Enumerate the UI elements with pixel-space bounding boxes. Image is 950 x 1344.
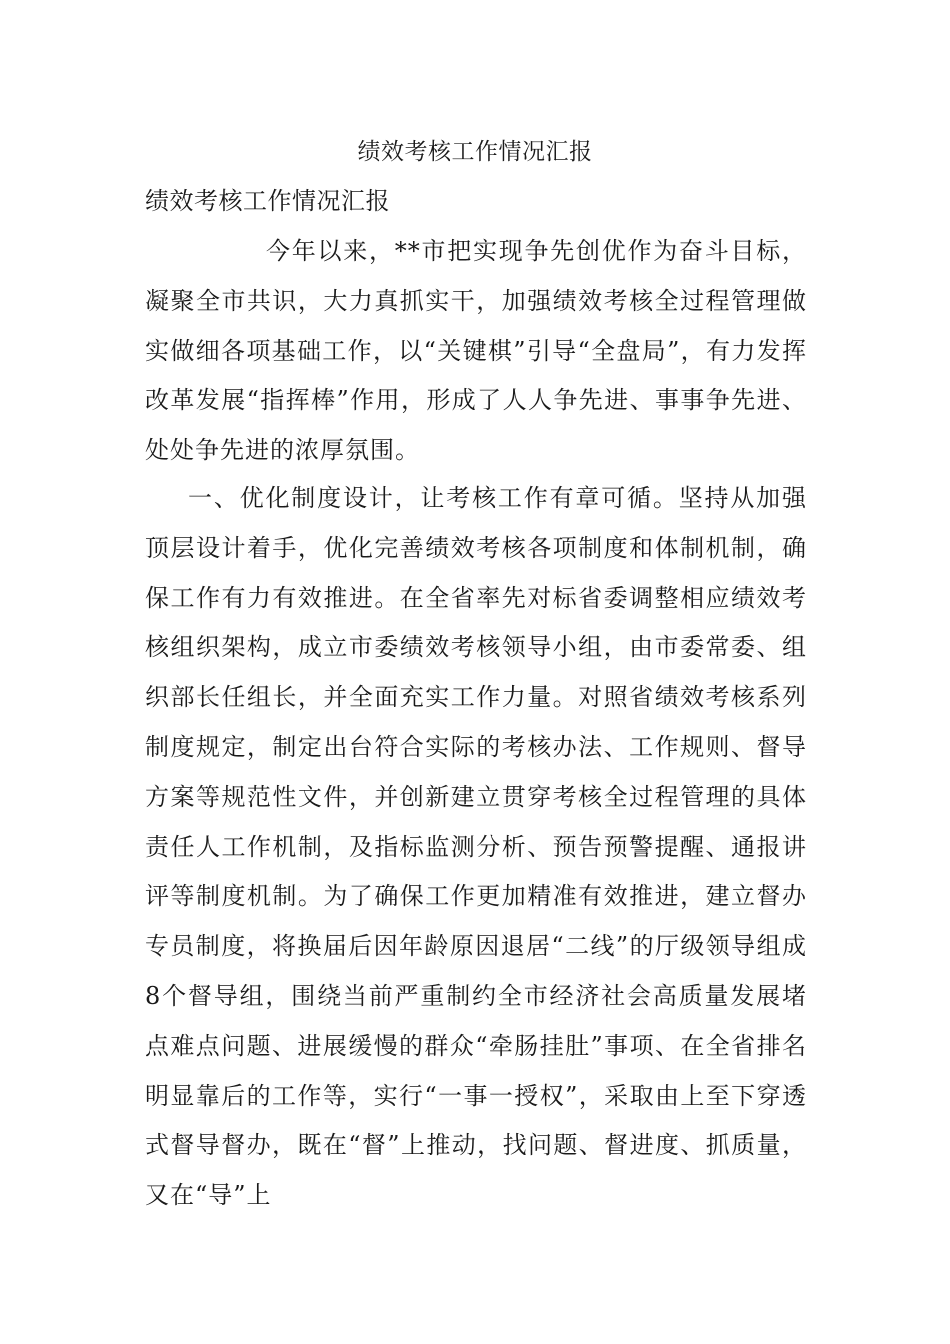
paragraph-intro: 今年以来，**市把实现争先创优作为奋斗目标，凝聚全市共识，大力真抓实干，加强绩效考核全过程管理做实做细各项基础工作，以“关键棋”引导“全盘局”，有力发挥改革发展“指挥棒”作用，形成了人人争先进、事事争先进、处处争先进的浓厚氛围。 <box>145 237 807 465</box>
document-subtitle: 绩效考核工作情况汇报 <box>145 187 390 215</box>
paragraph-section-one: 一、优化制度设计，让考核工作有章可循。坚持从加强顶层设计着手，优化完善绩效考核各项制度和体制机制，确保工作有力有效推进。在全省率先对标省委调整相应绩效考核组织架构，成立市委绩效考核领导小组，由市委常委、组织部长任组长，并全面充实工作力量。对照省绩效考核系列制度规定，制定出台符合实际的考核办法、工作规则、督导方案等规范性文件，并创新建立贯穿考核全过程管理的具体责任人工作机制，及指标监测分析、预告预警提醒、通报讲评等制度机制。为了确保工作更加精准有效推进，建立督办专员制度，将换届后因年龄原因退居“二线”的厅级领导组成8个督导组，围绕当前严重制约全市经济社会高质量发展堵点难点问题、进展缓慢的群众“牵肠挂肚”事项、在全省排名明显靠后的工作等，实行“一事一授权”，采取由上至下穿透式督导督办，既在“督”上推动，找问题、督进度、抓质量，又在“导”上 <box>145 484 807 1210</box>
document-title: 绩效考核工作情况汇报 <box>357 139 593 165</box>
